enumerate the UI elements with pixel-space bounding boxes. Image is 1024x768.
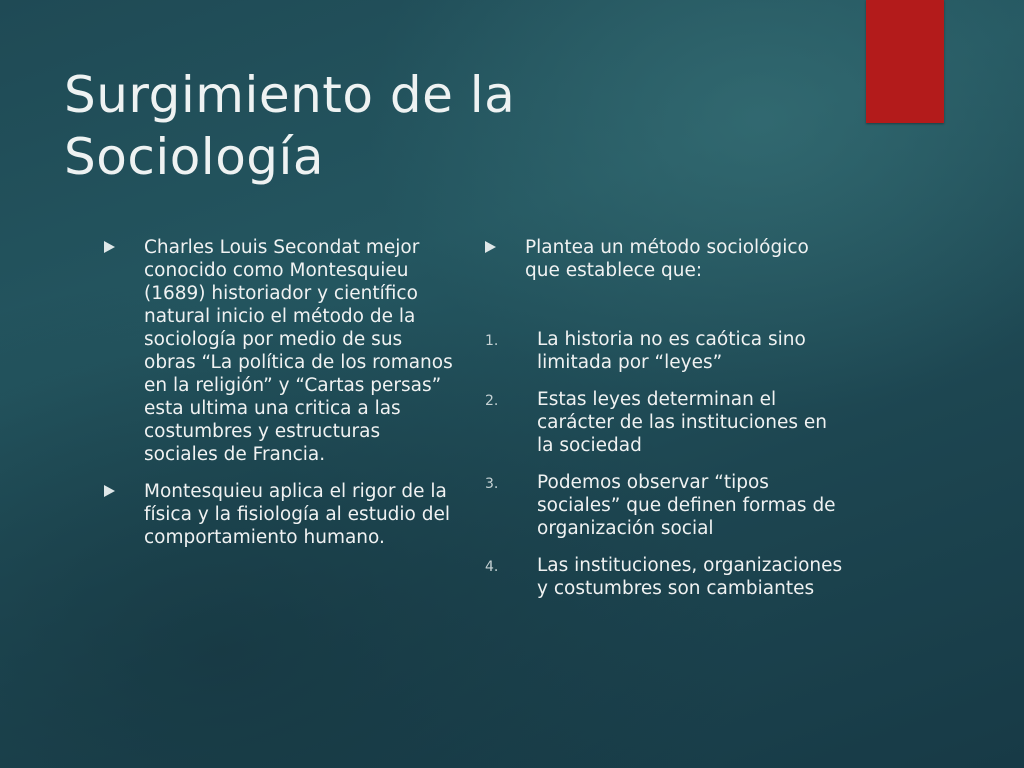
left-column [104, 236, 456, 563]
title-line-1: Surgimiento de la [64, 66, 516, 124]
item-number: 4. [485, 559, 499, 575]
bullet-text: Plantea un método sociológico que establece que: [525, 237, 809, 281]
bullet-item [104, 480, 456, 549]
numbered-list [485, 328, 845, 600]
numbered-item [485, 328, 845, 374]
slide-title [64, 64, 824, 188]
item-text: Las instituciones, organizaciones y costumbres son cambiantes [537, 555, 843, 599]
accent-bar [866, 0, 944, 123]
numbered-item [485, 471, 845, 540]
triangle-arrow-right-icon [104, 241, 115, 253]
triangle-arrow-right-icon [104, 485, 115, 497]
numbered-item [485, 388, 845, 457]
bullet-text: Charles Louis Secondat mejor conocido como Montesquieu (1689) historiador y científico natural inicio el método de la sociología por medio de sus obras “La política de los romanos en la religión” y “Cartas persas” esta ultima una critica a las costumbres y estructuras sociales de Francia. [144, 237, 453, 465]
triangle-arrow-right-icon [485, 241, 496, 253]
item-text: Podemos observar “tipos sociales” que definen formas de organización social [537, 472, 836, 539]
item-text: La historia no es caótica sino limitada por “leyes” [537, 329, 806, 373]
bullet-item [104, 236, 456, 466]
item-number: 2. [485, 393, 499, 409]
title-line-2: Sociología [64, 128, 325, 186]
item-number: 3. [485, 476, 499, 492]
bullet-text: Montesquieu aplica el rigor de la física y la fisiología al estudio del comportamiento humano. [144, 481, 451, 548]
bullet-item [485, 236, 845, 282]
item-number: 1. [485, 333, 499, 349]
item-text: Estas leyes determinan el carácter de las instituciones en la sociedad [537, 389, 827, 456]
right-column [485, 236, 845, 614]
numbered-item [485, 554, 845, 600]
